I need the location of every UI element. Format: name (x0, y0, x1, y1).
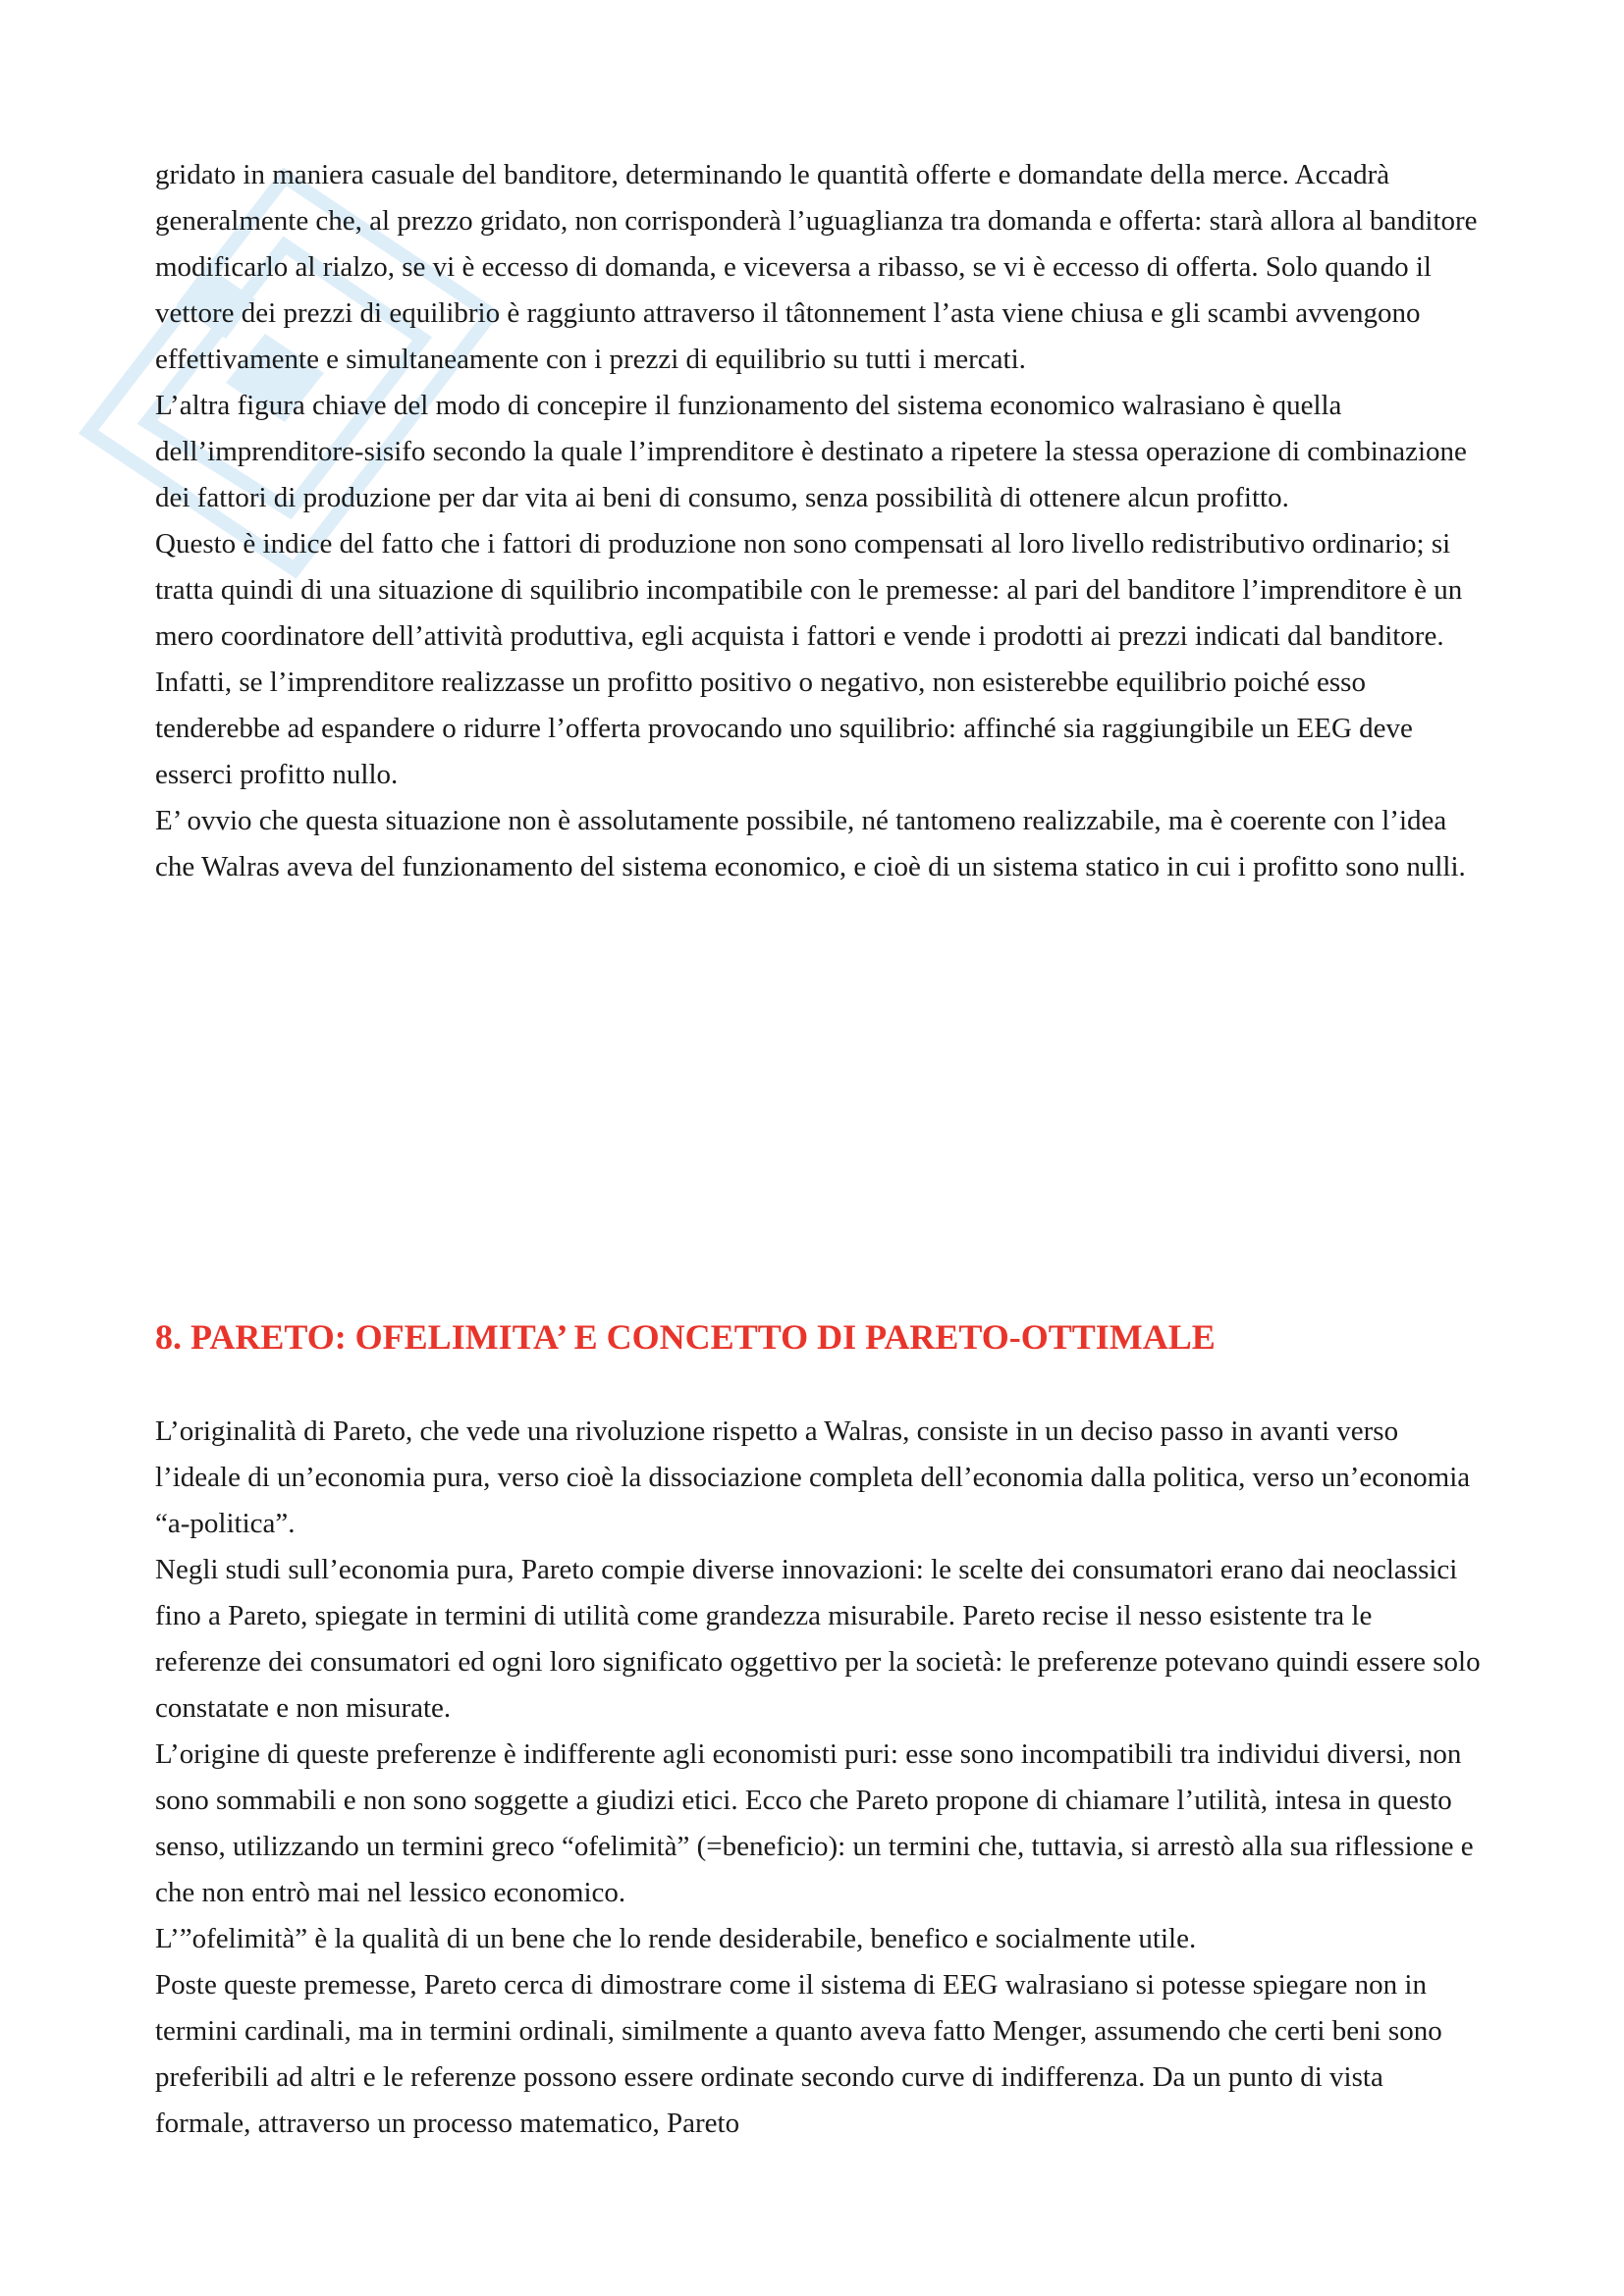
paragraph: Poste queste premesse, Pareto cerca di dimostrare come il sistema di EEG walrasiano si potesse spiegare non in termini cardinali, ma in termini ordinali, similmente a quanto aveva fatto Menger, assumendo che certi beni sono preferibili ad altri e le referenze possono essere ordinate secondo curve di indifferenza. Da un punto di vista formale, attraverso un processo matematico, Pareto (155, 1969, 1442, 2139)
paragraph: Negli studi sull’economia pura, Pareto compie diverse innovazioni: le scelte dei consumatori erano dai neoclassici fino a Pareto, spiegate in termini di utilità come grandezza misurabile. Pareto recise il nesso esistente tra le referenze dei consumatori ed ogni loro significato oggettivo per la società: le preferenze potevano quindi essere solo constatate e non misurate. (155, 1554, 1481, 1724)
paragraph: gridato in maniera casuale del banditore, determinando le quantità offerte e domandate della merce. Accadrà generalmente che, al prezzo gridato, non corrisponderà l’uguaglianza tra domanda e offerta: starà allora al banditore modificarlo al rialzo, se vi è eccesso di domanda, e viceversa a ribasso, se vi è eccesso di offerta. Solo quando il vettore dei prezzi di equilibrio è raggiunto attraverso il tâtonnement l’asta viene chiusa e gli scambi avvengono effettivamente e simultaneamente con i prezzi di equilibrio su tutti i mercati. (155, 159, 1478, 375)
paragraph: L’altra figura chiave del modo di concepire il funzionamento del sistema economico walrasiano è quella dell’imprenditore-sisifo secondo la quale l’imprenditore è destinato a ripetere la stessa operazione di combinazione dei fattori di produzione per dar vita ai beni di consumo, senza possibilità di ottenere alcun profitto. (155, 390, 1467, 513)
section-walras-continuation (155, 152, 1481, 890)
paragraph: Infatti, se l’imprenditore realizzasse un profitto positivo o negativo, non esisterebbe equilibrio poiché esso tenderebbe ad espandere o ridurre l’offerta provocando uno squilibrio: affinché sia raggiungibile un EEG deve esserci profitto nullo. (155, 667, 1413, 790)
section-pareto-body (155, 1409, 1481, 2147)
paragraph: L’origine di queste preferenze è indifferente agli economisti puri: esse sono incompatibili tra individui diversi, non sono sommabili e non sono soggette a giudizi etici. Ecco che Pareto propone di chiamare l’utilità, intesa in questo senso, utilizzando un termini greco “ofelimità” (=beneficio): un termini che, tuttavia, si arrestò alla sua riflessione e che non entrò mai nel lessico economico. (155, 1738, 1474, 1908)
paragraph: L’”ofelimità” è la qualità di un bene che lo rende desiderabile, benefico e socialmente utile. (155, 1923, 1197, 1954)
section-heading-pareto: 8. PARETO: OFELIMITA’ E CONCETTO DI PARETO-OTTIMALE (155, 1317, 1216, 1357)
paragraph: Questo è indice del fatto che i fattori di produzione non sono compensati al loro livello redistributivo ordinario; si tratta quindi di una situazione di squilibrio incompatibile con le premesse: al pari del banditore l’imprenditore è un mero coordinatore dell’attività produttiva, egli acquista i fattori e vende i prodotti ai prezzi indicati dal banditore. (155, 528, 1463, 652)
paragraph: E’ ovvio che questa situazione non è assolutamente possibile, né tantomeno realizzabile, ma è coerente con l’idea che Walras aveva del funzionamento del sistema economico, e cioè di un sistema statico in cui i profitto sono nulli. (155, 805, 1466, 882)
paragraph: L’originalità di Pareto, che vede una rivoluzione rispetto a Walras, consiste in un deciso passo in avanti verso l’ideale di un’economia pura, verso cioè la dissociazione completa dell’economia dalla politica, verso un’economia “a-politica”. (155, 1415, 1471, 1539)
